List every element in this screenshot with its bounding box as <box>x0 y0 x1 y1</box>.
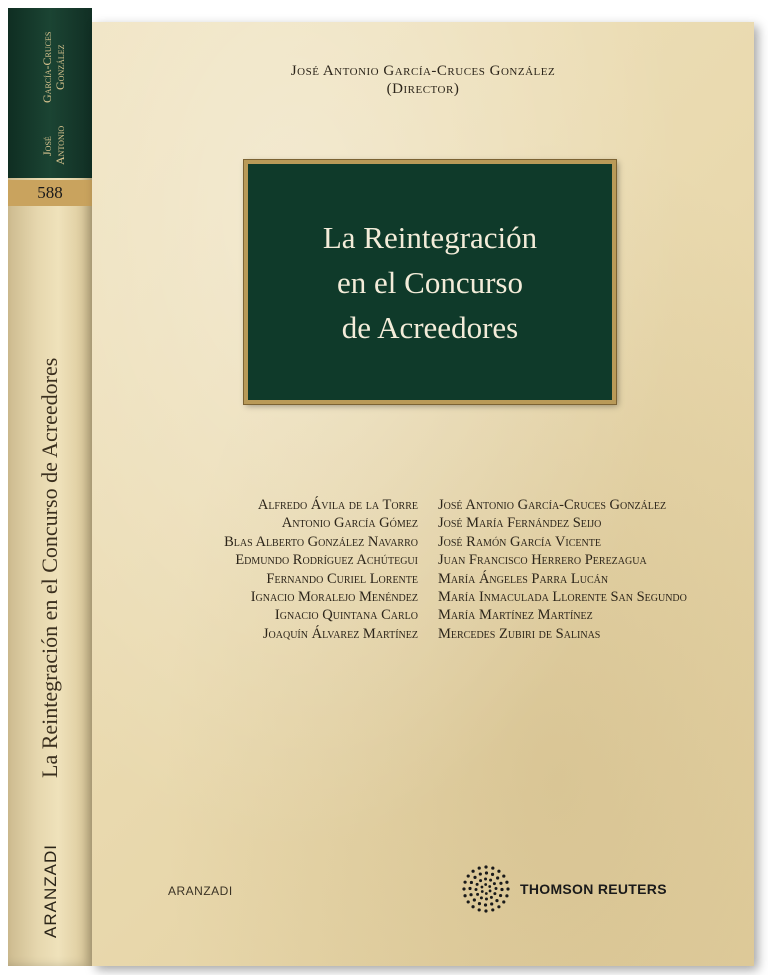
director-name: José Antonio García-Cruces González <box>290 63 556 79</box>
author-name: María Martínez Martínez <box>438 607 593 624</box>
spine-title: La Reintegración en el Concurso de Acreedores <box>37 357 62 778</box>
authors-right-column <box>438 496 687 643</box>
author-name: María Ángeles Parra Lucán <box>438 570 609 587</box>
author-name: Ignacio Moralejo Menéndez <box>250 589 418 606</box>
authors-left-column <box>224 496 418 643</box>
author-name: Fernando Curiel Lorente <box>266 570 418 587</box>
thomson-reuters-logo <box>460 862 670 916</box>
book-title-line: en el Concurso <box>337 264 523 300</box>
author-name: José Ramón García Vicente <box>438 533 601 550</box>
author-name: Juan Francisco Herrero Perezagua <box>438 552 647 569</box>
author-name: José María Fernández Seijo <box>438 515 602 532</box>
author-name: Mercedes Zubiri de Salinas <box>438 625 601 642</box>
logo-text: THOMSON REUTERS <box>520 881 667 897</box>
author-name: Edmundo Rodríguez Achútegui <box>235 552 418 569</box>
spine-author-line2: García-Cruces González <box>40 31 67 104</box>
thomson-reuters-dot-icon <box>460 863 512 915</box>
spine-author <box>32 16 76 172</box>
spine-header-band <box>8 8 92 178</box>
author-name: Alfredo Ávila de la Torre <box>257 497 418 513</box>
book-front-cover <box>92 22 754 966</box>
book-title-line: La Reintegración <box>322 219 538 255</box>
authors-list <box>92 496 754 656</box>
author-name: Ignacio Quintana Carlo <box>274 607 418 624</box>
spine-publisher: ARANZADI <box>41 844 60 938</box>
author-name: Antonio García Gómez <box>281 515 418 532</box>
director-role: (Director) <box>386 81 460 97</box>
title-panel <box>244 160 616 404</box>
director-block <box>92 62 754 98</box>
book-title-line: de Acreedores <box>341 309 519 345</box>
author-name: Blas Alberto González Navarro <box>224 533 418 550</box>
author-name: José Antonio García-Cruces González <box>438 497 667 513</box>
book-spine <box>8 8 92 966</box>
publisher-name: ARANZADI <box>168 884 233 898</box>
author-name: Joaquín Álvarez Martínez <box>262 625 418 642</box>
spine-number: 588 <box>8 180 92 206</box>
author-name: María Inmaculada Llorente San Segundo <box>438 589 687 606</box>
spine-author-line1: José Antonio <box>40 126 67 166</box>
